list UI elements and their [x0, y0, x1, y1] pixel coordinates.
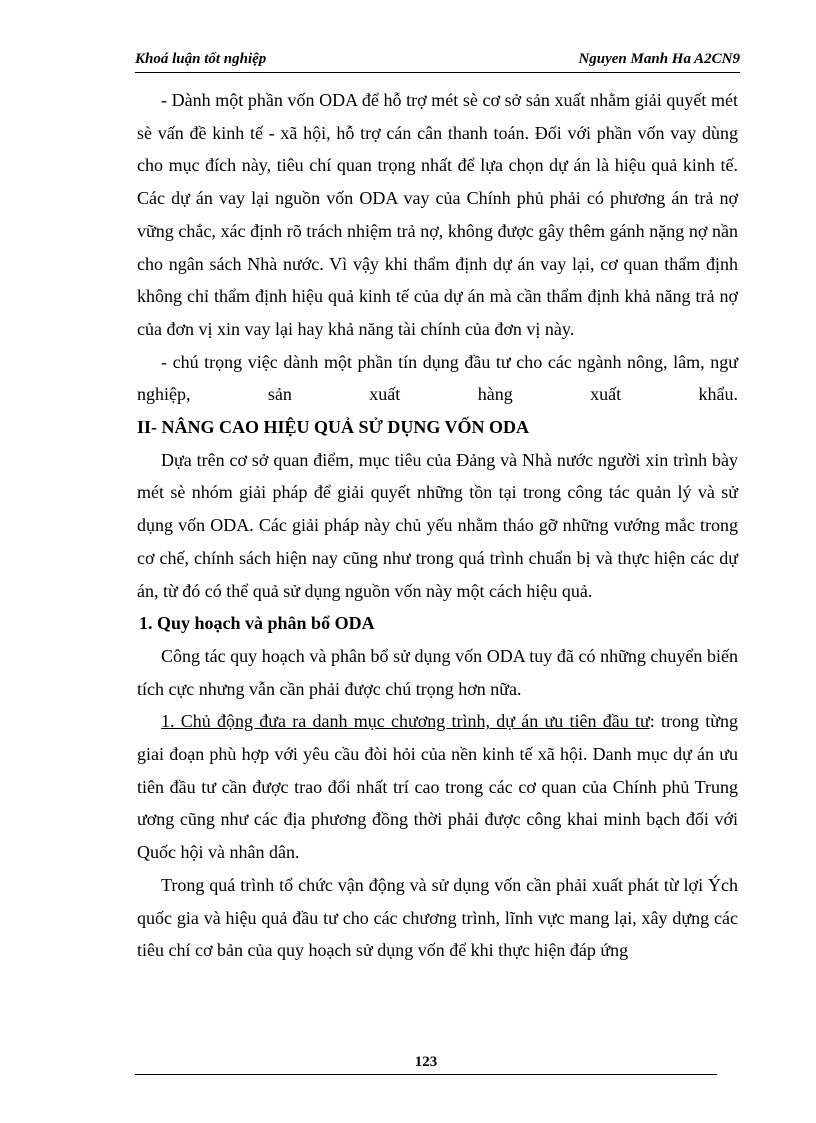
paragraph-solutions-intro: Dựa trên cơ sở quan điểm, mục tiêu của Đảng và Nhà nước người xin trình bày mét sè nhóm giải pháp để giải quyết những tồn tại trong công tác quản lý và sử dụng vốn ODA. Các giải pháp này chủ yếu nhằm tháo gỡ những vướng mắc trong cơ chế, chính sách hiện nay cũng như trong quá trình chuẩn bị và thực hiện các dự án, từ đó có thể quả sử dụng nguồn vốn này một cách hiệu quả.	[137, 449, 738, 601]
page-footer	[135, 1054, 717, 1075]
page-number: 123	[414, 1054, 438, 1070]
priority-list-title: 1. Chủ động đưa ra danh mục chương trình, dự án ưu tiên đầu tư	[161, 711, 650, 732]
subsection-heading: 1. Quy hoạch và phân bổ ODA	[139, 613, 375, 634]
page-header	[135, 50, 740, 73]
paragraph-priority-list	[137, 705, 738, 869]
priority-list-text: : trong từng giai đoạn phù hợp với yêu cầu đòi hỏi của nền kinh tế xã hội. Danh mục dự án ưu tiên đầu tư cần được trao đổi nhất trí cao trong các cơ quan của Chính phủ Trung ương cũng như các địa phương đồng thời phải được công khai minh bạch đối với Quốc hội và nhân dân.	[137, 711, 738, 863]
paragraph-credit-priority: - chú trọng việc dành một phần tín dụng đầu tư cho các ngành nông, lâm, ngư nghiệp, sản xuất hàng xuất khẩu.	[137, 351, 738, 405]
paragraph-mobilization: Trong quá trình tổ chức vận động và sử dụng vốn cần phải xuất phát từ lợi Ých quốc gia và hiệu quả đầu tư cho các chương trình, lĩnh vực mang lại, xây dựng các tiêu chí cơ bản của quy hoạch sử dụng vốn để khi thực hiện đáp ứng	[137, 874, 738, 961]
paragraph-planning: Công tác quy hoạch và phân bổ sử dụng vốn ODA tuy đã có những chuyển biến tích cực nhưng vẫn cần phải được chú trọng hơn nữa.	[137, 645, 738, 699]
header-author: Nguyen Manh Ha A2CN9	[578, 51, 740, 67]
section-heading: II- NÂNG CAO HIỆU QUẢ SỬ DỤNG VỐN ODA	[137, 417, 530, 438]
paragraph-oda-support: - Dành một phần vốn ODA để hỗ trợ mét sè cơ sở sản xuất nhằm giải quyết mét sè vấn đề kinh tế - xã hội, hỗ trợ cán cân thanh toán. Đối với phần vốn vay dùng cho mục đích này, tiêu chí quan trọng nhất để lựa chọn dự án là hiệu quả kinh tế. Các dự án vay lại nguồn vốn ODA vay của Chính phủ phải có phương án trả nợ vững chắc, xác định rõ trách nhiệm trả nợ, không được gây thêm gánh nặng nợ nần cho ngân sách Nhà nước. Vì vậy khi thẩm định dự án vay lại, cơ quan thẩm định không chỉ thẩm định hiệu quả kinh tế của dự án mà cần thẩm định khả năng trả nợ của đơn vị xin vay lại hay khả năng tài chính của đơn vị này.	[137, 90, 738, 339]
header-document-type: Khoá luận tốt nghiệp	[135, 51, 267, 67]
page-content	[137, 84, 738, 967]
